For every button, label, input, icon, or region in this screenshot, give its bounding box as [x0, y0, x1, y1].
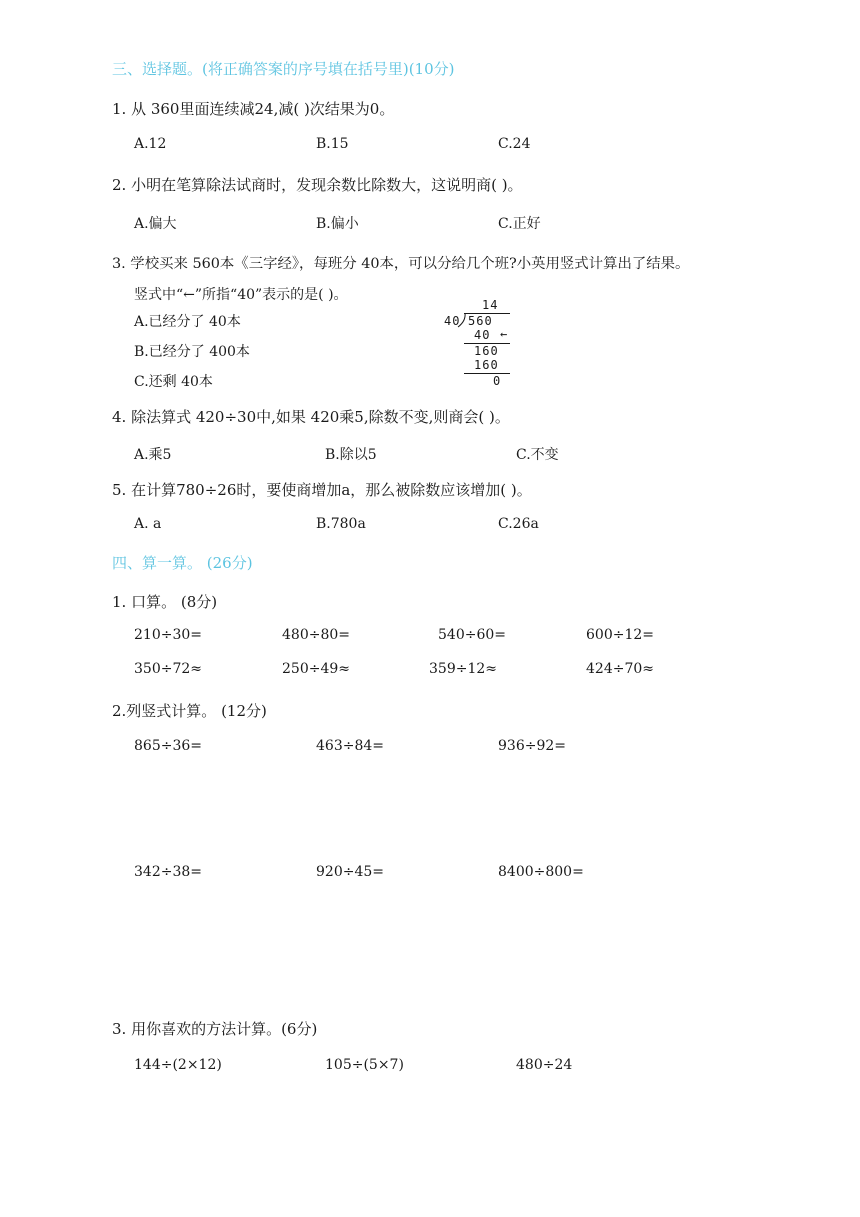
part-1-title: 1. 口算。 (8分) [112, 593, 218, 611]
oral-calc-item: 480÷80= [282, 627, 350, 643]
oral-calc-item: 350÷72≈ [134, 661, 202, 677]
division-step-40: 40 [474, 328, 491, 342]
question-4-option-c: C.不变 [516, 447, 559, 463]
oral-calc-item: 424÷70≈ [586, 661, 654, 677]
question-2-text: 2. 小明在笔算除法试商时，发现余数比除数大，这说明商( )。 [112, 176, 523, 194]
part-3-title: 3. 用你喜欢的方法计算。(6分) [112, 1020, 318, 1038]
part-2-title: 2.列竖式计算。 (12分) [112, 702, 267, 720]
free-calc-item: 480÷24 [516, 1057, 573, 1073]
division-dividend: 560 [468, 314, 493, 328]
question-5-option-b: B.780a [316, 516, 366, 532]
oral-calc-item: 540÷60= [438, 627, 506, 643]
section-title-choice: 三、选择题。(将正确答案的序号填在括号里)(10分) [112, 60, 455, 78]
oral-calc-item: 210÷30= [134, 627, 202, 643]
question-1-option-b: B.15 [316, 136, 349, 152]
vertical-calc-item: 865÷36= [134, 738, 202, 754]
left-arrow-icon: ← [500, 327, 508, 341]
oral-calc-item: 600÷12= [586, 627, 654, 643]
question-4-text: 4. 除法算式 420÷30中,如果 420乘5,除数不变,则商会( )。 [112, 408, 510, 426]
question-2-option-a: A.偏大 [134, 216, 177, 232]
question-3-option-b: B.已经分了 400本 [134, 344, 250, 360]
oral-calc-item: 250÷49≈ [282, 661, 350, 677]
question-4-option-a: A.乘5 [134, 447, 172, 463]
division-step-160b: 160 [474, 358, 499, 372]
division-line-2 [464, 373, 510, 374]
free-calc-item: 144÷(2×12) [134, 1057, 222, 1073]
oral-calc-item: 359÷12≈ [429, 661, 497, 677]
question-3-option-c: C.还剩 40本 [134, 374, 213, 390]
question-5-text: 5. 在计算780÷26时，要使商增加a，那么被除数应该增加( )。 [112, 481, 532, 499]
section-title-calculate: 四、算一算。 (26分) [112, 554, 253, 572]
question-2-option-b: B.偏小 [316, 216, 359, 232]
question-1-option-c: C.24 [498, 136, 531, 152]
question-1-text: 1. 从 360里面连续减24,减( )次结果为0。 [112, 100, 395, 118]
question-4-option-b: B.除以5 [325, 447, 377, 463]
vertical-calc-item: 920÷45= [316, 864, 384, 880]
vertical-calc-item: 936÷92= [498, 738, 566, 754]
free-calc-item: 105÷(5×7) [325, 1057, 404, 1073]
division-step-160a: 160 [474, 344, 499, 358]
question-3-option-a: A.已经分了 40本 [134, 314, 241, 330]
question-1-option-a: A.12 [134, 136, 167, 152]
division-remainder: 0 [493, 374, 502, 388]
vertical-calc-item: 463÷84= [316, 738, 384, 754]
question-5-option-c: C.26a [498, 516, 539, 532]
question-2-option-c: C.正好 [498, 216, 541, 232]
division-quotient: 14 [482, 298, 499, 312]
vertical-calc-item: 342÷38= [134, 864, 202, 880]
long-division-figure [440, 296, 550, 388]
vertical-calc-item: 8400÷800= [498, 864, 584, 880]
question-5-option-a: A. a [134, 516, 162, 532]
question-3-text: 3. 学校买来 560本《三字经》，每班分 40本，可以分给几个班?小英用竖式计算出了结果。 [112, 256, 690, 272]
division-divisor: 40 [444, 314, 461, 328]
question-3-text-line2: 竖式中“←”所指“40”表示的是( )。 [134, 287, 348, 303]
